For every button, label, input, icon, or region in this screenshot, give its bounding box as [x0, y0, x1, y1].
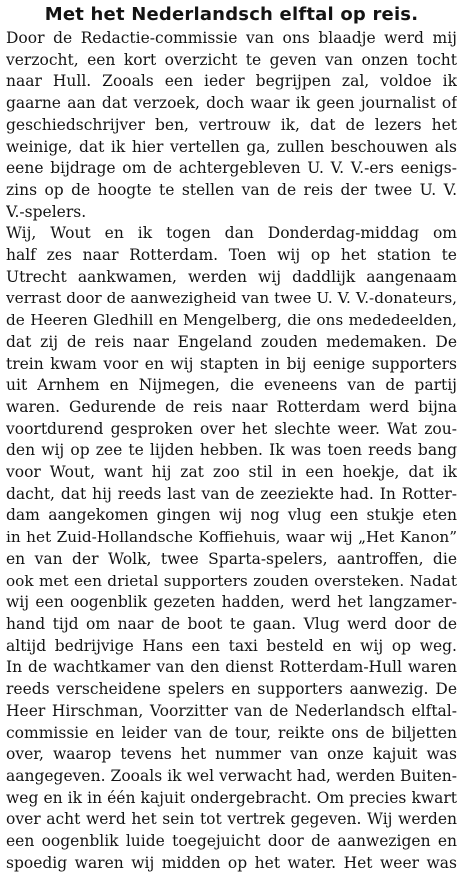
text-line: trein kwam voor en wij stapten in bij eenige supporters — [6, 354, 457, 373]
text-line: commissie en leider van de tour, reikte ons de biljetten — [6, 723, 457, 742]
text-line: reeds verscheidene spelers en supporters aanwezig. De — [6, 680, 457, 699]
text-line: gaarne aan dat verzoek, doch waar ik geen journalist of — [6, 94, 457, 113]
text-line: verzocht, een kort overzicht te geven van onzen tocht — [6, 50, 457, 69]
text-line: Utrecht aankwamen, werden wij daddlijk aangenaam — [6, 267, 457, 286]
text-line: uit Arnhem en Nijmegen, die eveneens van de partij — [6, 376, 457, 395]
text-line: naar Hull. Zooals een ieder begrijpen zal, voldoe ik — [6, 72, 457, 91]
text-line: Wij, Wout en ik togen dan Donderdag-middag om — [6, 224, 457, 243]
text-line: Door de Redactie-commissie van ons blaadje werd mij — [6, 29, 457, 47]
text-line: voor Wout, want hij zat zoo stil in een hoekje, dat ik — [6, 463, 457, 482]
text-line: ook met een drietal supporters zouden oversteken. Nadat — [6, 571, 457, 590]
article-title: Met het Nederlandsch elftal op reis. — [44, 4, 419, 25]
text-line: zins op de hoogte te stellen van de reis der twee U. V. — [6, 180, 457, 199]
text-line: wij een oogenblik gezeten hadden, werd het langzamer- — [6, 593, 457, 612]
text-line: weg en ik in één kajuit ondergebracht. Om precies kwart — [6, 788, 457, 807]
text-line: in het Zuid-Hollandsche Koffiehuis, waar wij „Het Kanon” — [6, 528, 457, 547]
text-line: geschiedschrijver ben, vertrouw ik, dat de lezers het — [6, 115, 457, 134]
article-body — [6, 28, 457, 874]
text-line: altijd bedrijvige Hans een taxi besteld en wij op weg. — [6, 636, 457, 655]
text-line: aangegeven. Zooals ik wel verwacht had, werden Buiten- — [6, 766, 457, 785]
text-line: voortdurend gesproken over het slechte weer. Wat zou- — [6, 419, 457, 438]
text-line: dam aangekomen gingen wij nog vlug een stukje eten — [6, 506, 457, 525]
text-line: half zes naar Rotterdam. Toen wij op het station te — [6, 246, 457, 265]
text-line: V.-spelers. — [6, 202, 87, 221]
text-line: spoedig waren wij midden op het water. Het weer was — [6, 853, 457, 872]
text-line: dat zij de reis naar Engeland zouden medemaken. De — [6, 332, 457, 351]
text-line: over acht werd het sein tot vertrek gegeven. Wij werden — [6, 810, 457, 829]
text-line: den wij op zee te lijden hebben. Ik was toen reeds bang — [6, 441, 457, 460]
text-line: verrast door de aanwezigheid van twee U. V. V.-donateurs, — [6, 289, 457, 308]
text-line: de Heeren Gledhill en Mengelberg, die ons mededeelden, — [6, 311, 457, 330]
text-line: en van der Wolk, twee Sparta-spelers, aantroffen, die — [6, 549, 457, 568]
text-line: Heer Hirschman, Voorzitter van de Nederlandsch elftal- — [6, 701, 457, 720]
text-line: een oogenblik luide toegejuicht door de aanwezigen en — [6, 832, 457, 851]
text-line: In de wachtkamer van den dienst Rotterdam-Hull waren — [6, 658, 457, 677]
text-line: over, waarop tevens het nummer van onze kajuit was — [6, 745, 457, 764]
text-line: eene bijdrage om de achtergebleven U. V. V.-ers eenigs- — [6, 159, 457, 178]
text-line: waren. Gedurende de reis naar Rotterdam werd bijna — [6, 397, 457, 416]
text-line: dacht, dat hij reeds last van de zeeziekte had. In Rotter- — [6, 484, 457, 503]
text-line: weinige, dat ik hier vertellen ga, zullen beschouwen als — [6, 137, 457, 156]
text-line: hand tijd om naar de boot te gaan. Vlug werd door de — [6, 614, 457, 633]
